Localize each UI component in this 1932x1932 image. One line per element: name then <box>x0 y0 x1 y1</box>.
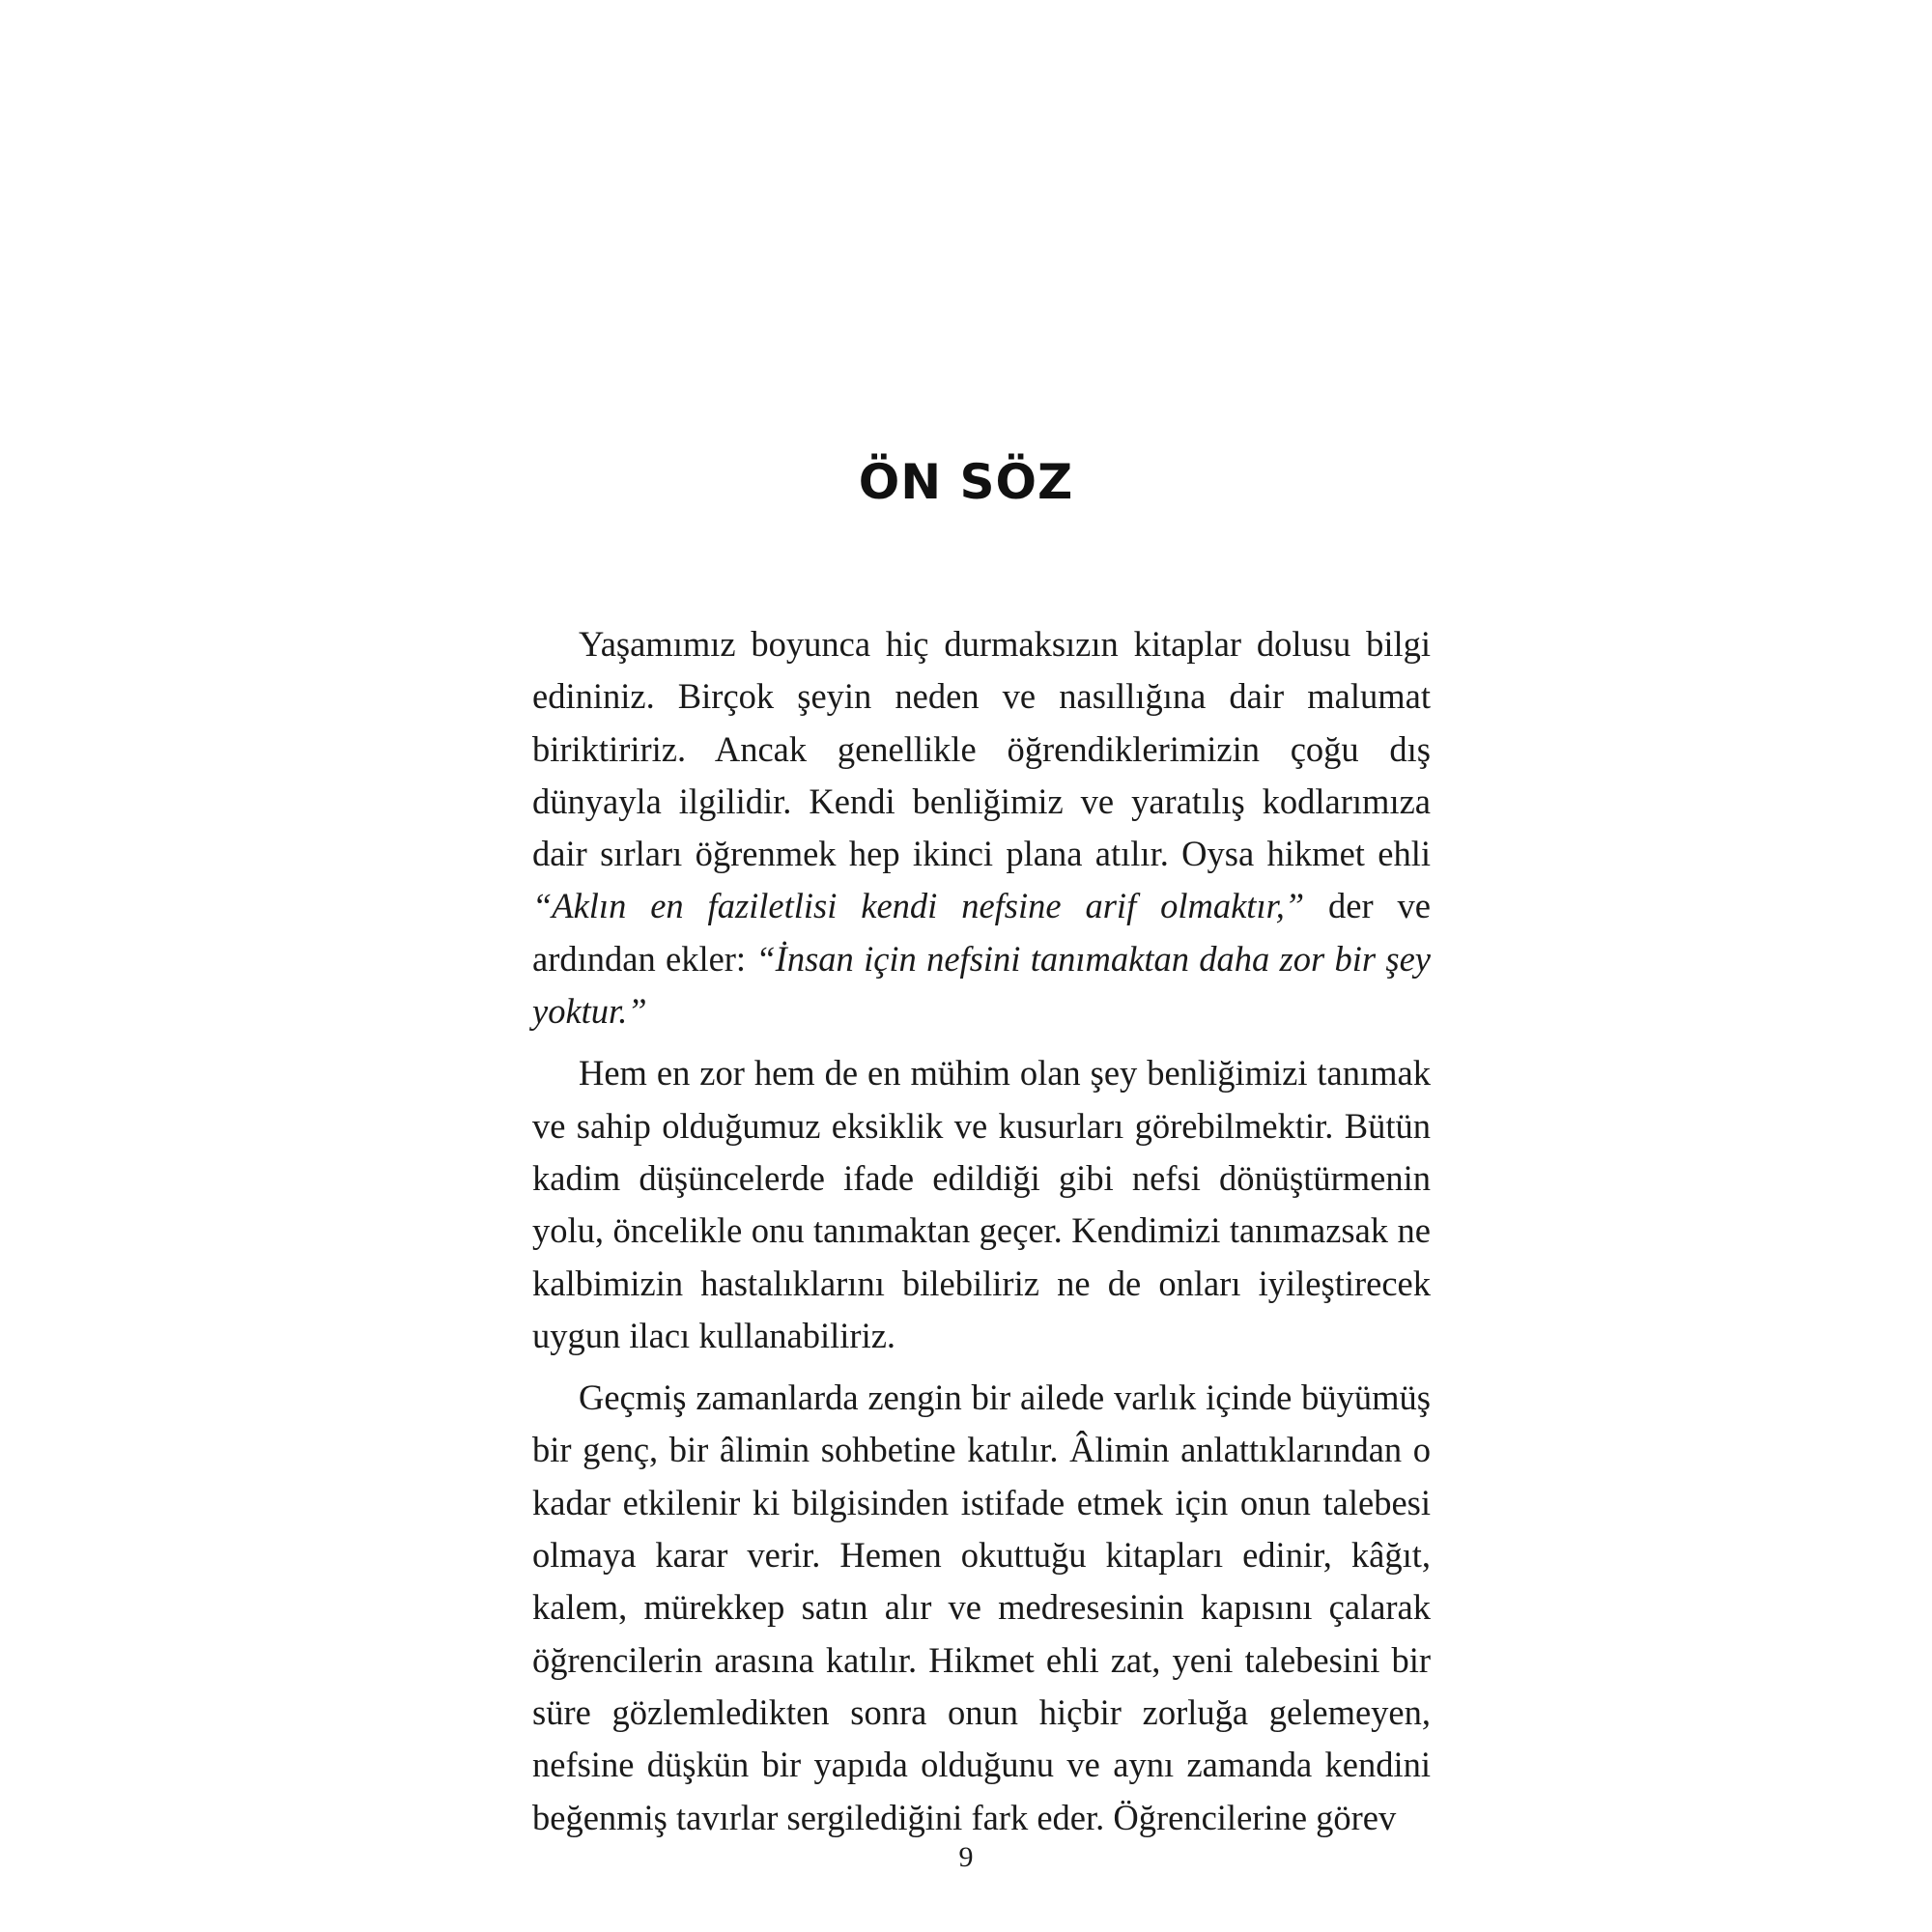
paragraph-1 <box>532 618 1431 1037</box>
body-text <box>532 618 1431 1854</box>
quote-insan: “İnsan için nefsini tanımaktan daha zor bir şey yoktur.” <box>532 938 1431 1032</box>
page-number: 9 <box>958 1841 974 1873</box>
paragraph-1-text-b: der ve ardından ekler: <box>532 886 1431 979</box>
paragraph-3: Geçmiş zamanlarda zengin bir ailede varlık içinde büyümüş bir genç, bir âlimin sohbetine katılır. Âlimin anlattıklarından o kadar etkilenir ki bilgisinden istifade etmek için onun talebesi olmaya karar verir. Hemen okuttuğu kitapları edinir, kâğıt, kalem, mürekkep satın alır ve medresesinin kapısını çalarak öğrencilerin arasına katılır. Hikmet ehli zat, yeni talebesini bir süre gözlemledikten sonra onun hiçbir zorluğa gelemeyen, nefsine düşkün bir yapıda olduğunu ve aynı zamanda kendini beğenmiş tavırlar sergilediğini fark eder. Öğrencilerine görev <box>532 1378 1431 1837</box>
quote-akil: “Aklın en faziletlisi kendi nefsine arif olmaktır,” <box>532 886 1305 926</box>
paragraph-2: Hem en zor hem de en mühim olan şey benliğimizi tanımak ve sahip olduğumuz eksiklik ve kusurları görebilmektir. Bütün kadim düşüncelerde ifade edildiği gibi nefsi dönüştürmenin yolu, öncelikle onu tanımaktan geçer. Kendimizi tanımazsak ne kalbimizin hastalıklarını bilebiliriz ne de onları iyileştirecek uygun ilacı kullanabiliriz. <box>532 1053 1431 1355</box>
chapter-title: ÖN SÖZ <box>858 454 1074 510</box>
paragraph-1-text-a: Yaşamımız boyunca hiç durmaksızın kitaplar dolusu bilgi edininiz. Birçok şeyin neden ve nasıllığına dair malumat biriktiririz. Ancak genellikle öğrendiklerimizin çoğu dış dünyayla ilgilidir. Kendi benliğimiz ve yaratılış kodlarımıza dair sırları öğrenmek hep ikinci plana atılır. Oysa hikmet ehli <box>532 624 1431 874</box>
